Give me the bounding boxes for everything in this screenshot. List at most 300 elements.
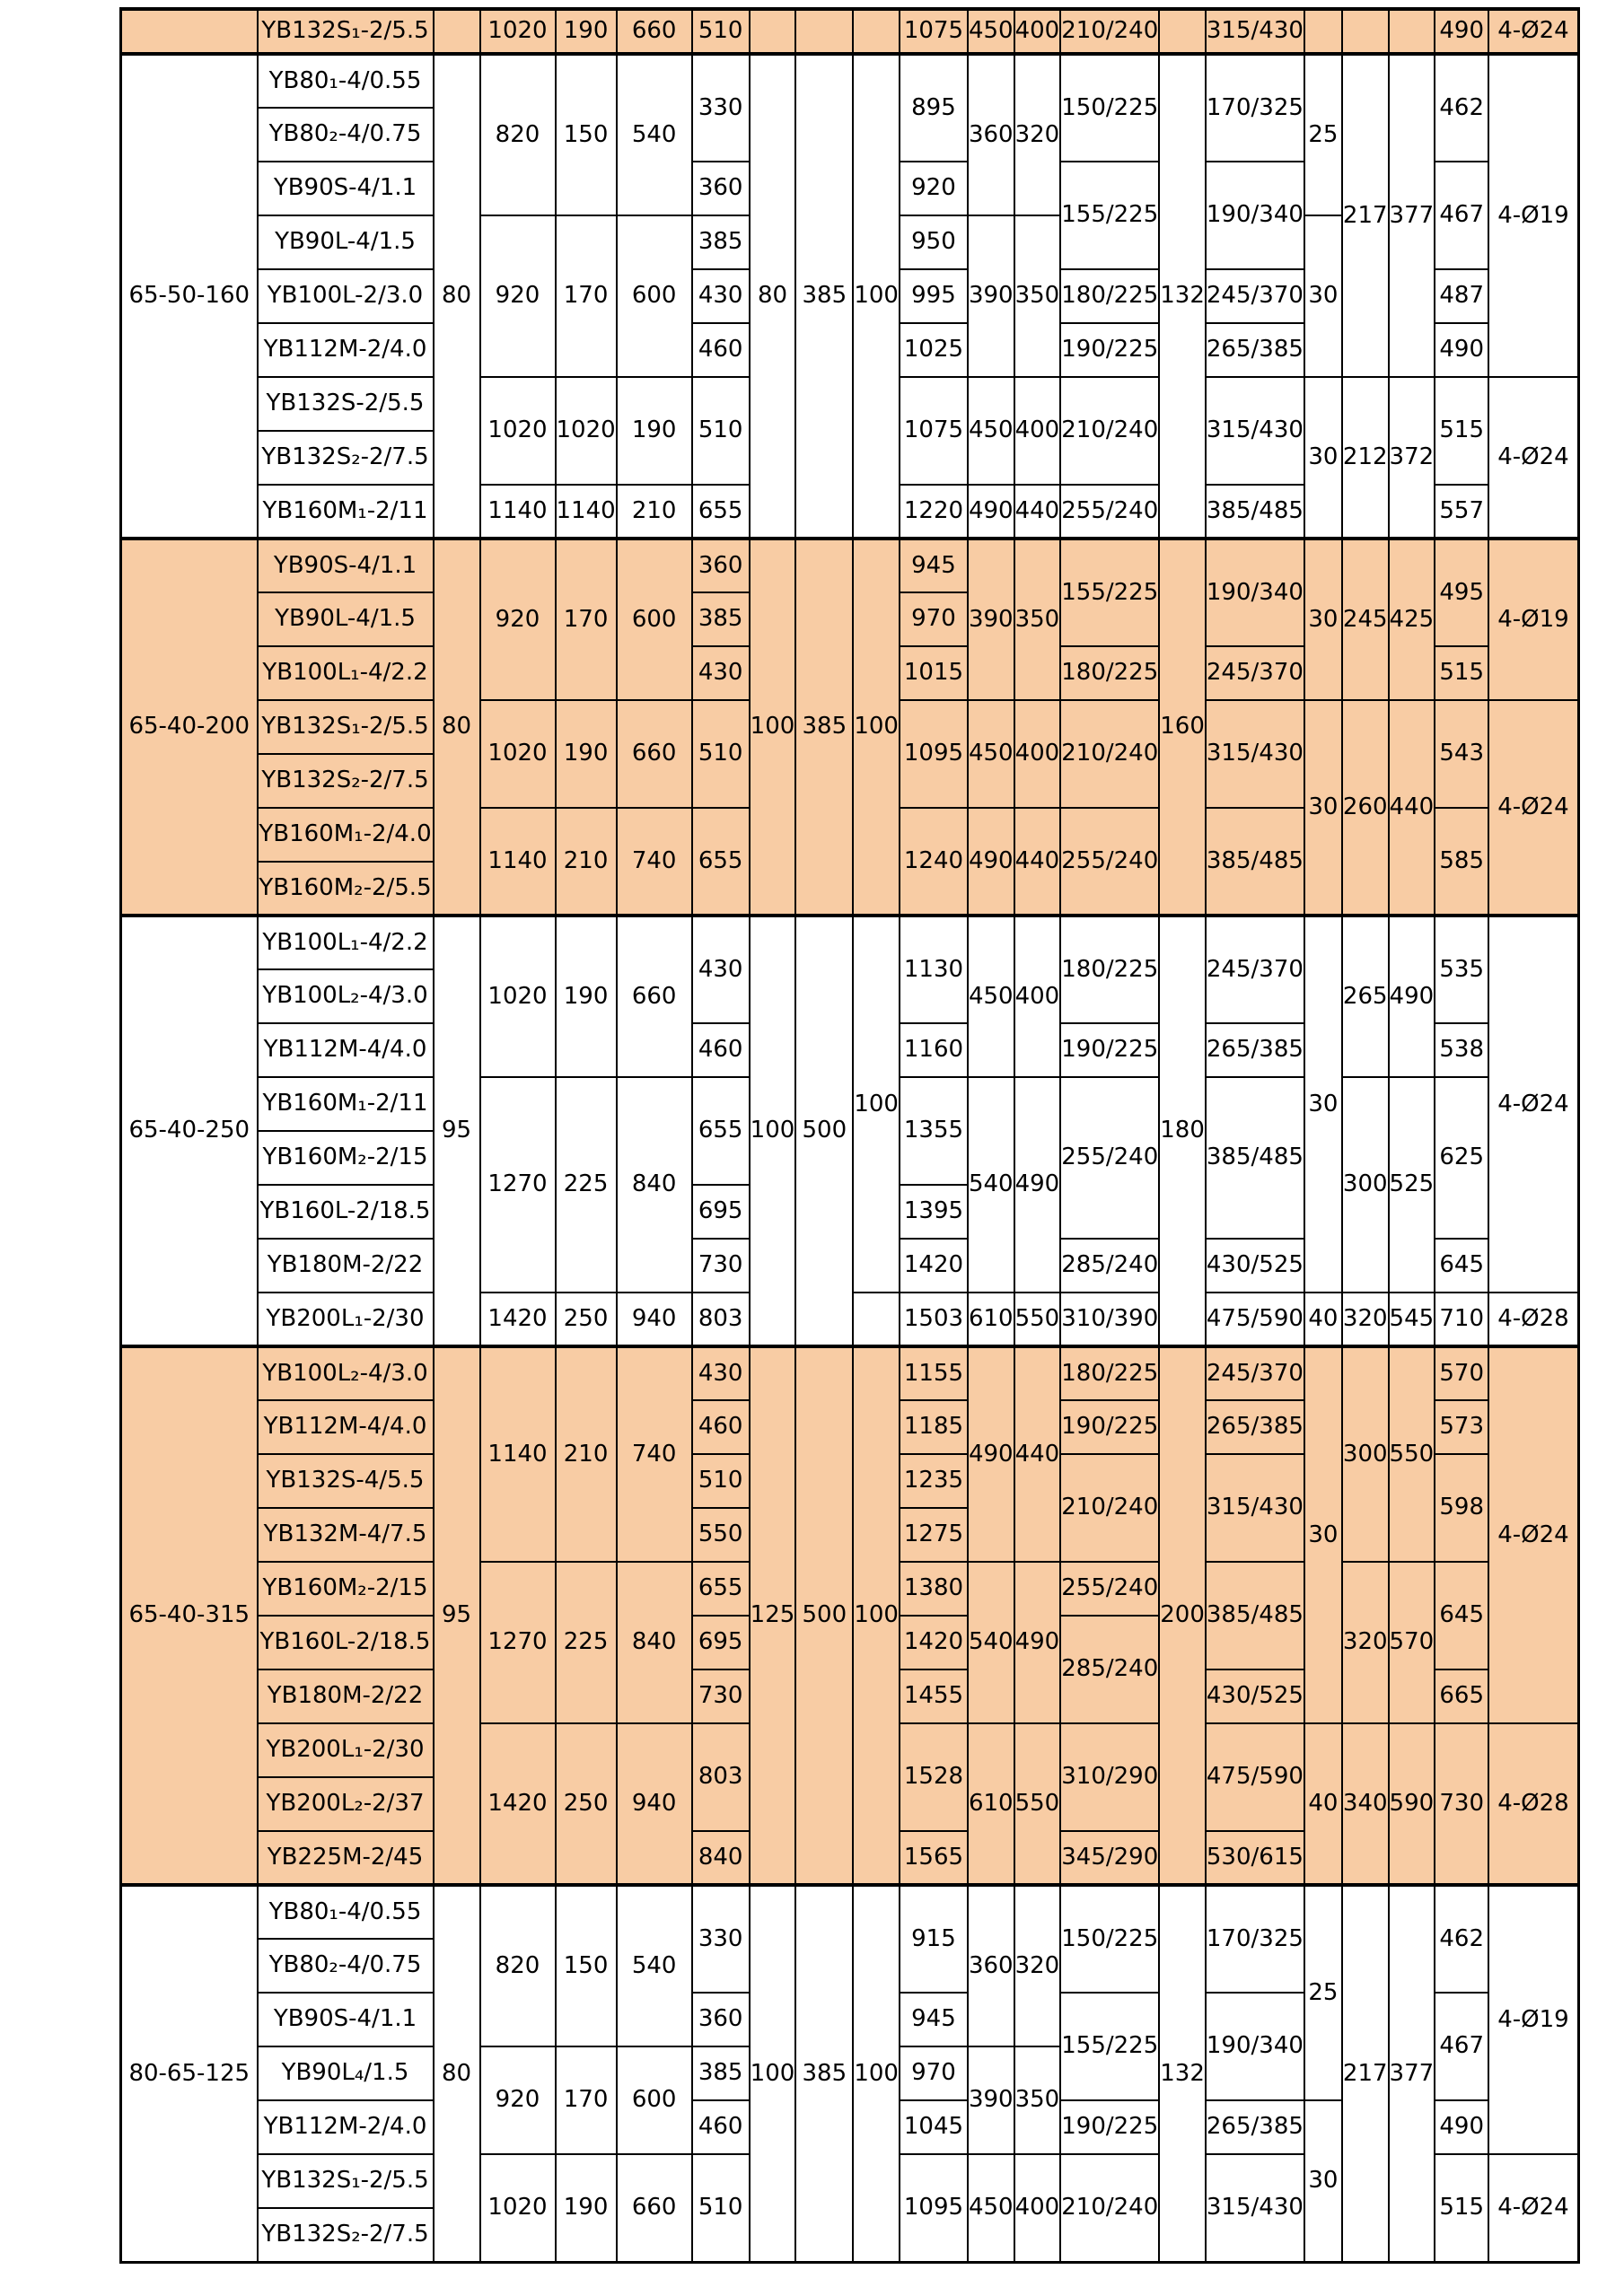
- dimension-cell: 255/240: [1060, 808, 1159, 916]
- dimension-cell: 945: [900, 1993, 968, 2046]
- dimension-cell: 265/385: [1206, 1023, 1304, 1077]
- motor-model-cell: YB200L₁-2/30: [258, 1293, 434, 1346]
- dimension-cell: 1395: [900, 1185, 968, 1239]
- dimension-cell: 490: [968, 1346, 1014, 1562]
- dimension-cell: 540: [617, 54, 692, 215]
- dimension-cell: 190/225: [1060, 1400, 1159, 1454]
- dimension-cell: 330: [692, 54, 750, 162]
- pump-model-cell: 65-40-315: [121, 1346, 258, 1885]
- dimension-cell: 1015: [900, 646, 968, 700]
- dimension-cell: 80: [434, 1885, 480, 2262]
- dimension-cell: 598: [1435, 1454, 1488, 1562]
- empty-cell: [853, 9, 900, 54]
- dimension-cell: 190: [617, 377, 692, 485]
- dimension-cell: 390: [968, 539, 1014, 700]
- dimension-cell: 385: [795, 1885, 853, 2262]
- dimension-cell: 440: [1014, 808, 1061, 916]
- dimension-cell: 425: [1389, 539, 1435, 700]
- dimension-cell: 95: [434, 916, 480, 1346]
- dimension-cell: 320: [1342, 1293, 1389, 1346]
- dimension-cell: 490: [1389, 916, 1435, 1077]
- dimension-cell: 490: [1435, 323, 1488, 377]
- motor-model-cell: YB80₁-4/0.55: [258, 54, 434, 108]
- dimension-cell: 255/240: [1060, 1562, 1159, 1616]
- dimension-cell: 95: [434, 1346, 480, 1885]
- dimension-cell: 360: [968, 1885, 1014, 2046]
- dimension-cell: 535: [1435, 916, 1488, 1023]
- bolt-spec-cell: 4-Ø19: [1488, 54, 1578, 377]
- dimension-cell: 490: [1435, 2100, 1488, 2154]
- empty-cell: [121, 9, 258, 54]
- dimension-cell: 170: [556, 539, 617, 700]
- motor-model-cell: YB112M-2/4.0: [258, 323, 434, 377]
- dimension-cell: 490: [968, 808, 1014, 916]
- dimension-cell: 550: [692, 1508, 750, 1562]
- empty-cell: [1304, 9, 1342, 54]
- dimension-cell: 530/615: [1206, 1831, 1304, 1885]
- bolt-spec-cell: 4-Ø24: [1488, 916, 1578, 1293]
- dimension-cell: 538: [1435, 1023, 1488, 1077]
- dimension-cell: 430/525: [1206, 1669, 1304, 1723]
- dimension-cell: 315/430: [1206, 700, 1304, 808]
- dimension-cell: 1503: [900, 1293, 968, 1346]
- dimension-cell: 170: [556, 215, 617, 377]
- motor-model-cell: YB132S₂-2/7.5: [258, 431, 434, 485]
- dimension-cell: 190/225: [1060, 1023, 1159, 1077]
- empty-cell: [853, 1293, 900, 1346]
- dimension-cell: 100: [853, 1346, 900, 1885]
- dimension-cell: 1020: [480, 377, 556, 485]
- dimension-cell: 385: [795, 539, 853, 916]
- dimension-cell: 1160: [900, 1023, 968, 1077]
- dimension-cell: 1270: [480, 1077, 556, 1293]
- dimension-cell: 360: [692, 539, 750, 592]
- dimension-cell: 255/240: [1060, 485, 1159, 539]
- motor-model-cell: YB132S₂-2/7.5: [258, 754, 434, 808]
- dimension-cell: 970: [900, 2046, 968, 2100]
- dimension-cell: 467: [1435, 1993, 1488, 2100]
- dimension-cell: 550: [1014, 1293, 1061, 1346]
- dimension-cell: 100: [750, 539, 796, 916]
- dimension-cell: 155/225: [1060, 162, 1159, 269]
- dimension-cell: 660: [617, 2154, 692, 2262]
- dimension-cell: 625: [1435, 1077, 1488, 1239]
- dimension-cell: 450: [968, 700, 1014, 808]
- dimension-cell: 385/485: [1206, 808, 1304, 916]
- dimension-cell: 170/325: [1206, 54, 1304, 162]
- dimension-cell: 430/525: [1206, 1239, 1304, 1293]
- dimension-cell: 1270: [480, 1562, 556, 1723]
- dimension-cell: 315/430: [1206, 1454, 1304, 1562]
- dimension-cell: 655: [692, 808, 750, 916]
- empty-cell: [1159, 9, 1206, 54]
- motor-model-cell: YB160M₁-2/4.0: [258, 808, 434, 862]
- dimension-cell: 190/340: [1206, 539, 1304, 646]
- dimension-cell: 730: [692, 1669, 750, 1723]
- dimension-cell: 1235: [900, 1454, 968, 1508]
- dimension-cell: 550: [1389, 1346, 1435, 1562]
- dimension-cell: 490: [1014, 1077, 1061, 1293]
- dimension-cell: 430: [692, 916, 750, 1023]
- dimension-cell: 543: [1435, 700, 1488, 808]
- dimension-cell: 950: [900, 215, 968, 269]
- dimension-cell: 360: [692, 162, 750, 215]
- pump-motor-dimension-table: [119, 7, 1580, 2264]
- motor-model-cell: YB100L-2/3.0: [258, 269, 434, 323]
- dimension-cell: 30: [1304, 2100, 1342, 2262]
- dimension-cell: 360: [692, 1993, 750, 2046]
- dimension-cell: 430: [692, 269, 750, 323]
- dimension-cell: 40: [1304, 1723, 1342, 1885]
- dimension-cell: 180/225: [1060, 269, 1159, 323]
- dimension-cell: 400: [1014, 9, 1061, 54]
- motor-model-cell: YB225M-2/45: [258, 1831, 434, 1885]
- dimension-cell: 1020: [556, 377, 617, 485]
- motor-model-cell: YB90S-4/1.1: [258, 539, 434, 592]
- dimension-cell: 655: [692, 1562, 750, 1616]
- dimension-cell: 320: [1342, 1562, 1389, 1723]
- dimension-cell: 610: [968, 1293, 1014, 1346]
- dimension-cell: 390: [968, 215, 1014, 377]
- dimension-cell: 570: [1435, 1346, 1488, 1400]
- motor-model-cell: YB100L₁-4/2.2: [258, 916, 434, 969]
- dimension-cell: 170/325: [1206, 1885, 1304, 1993]
- motor-model-cell: YB112M-2/4.0: [258, 2100, 434, 2154]
- dimension-cell: 660: [617, 700, 692, 808]
- dimension-cell: 320: [1014, 1885, 1061, 2046]
- dimension-cell: 210/240: [1060, 9, 1159, 54]
- dimension-cell: 360: [968, 54, 1014, 215]
- dimension-cell: 180/225: [1060, 916, 1159, 1023]
- dimension-cell: 585: [1435, 808, 1488, 916]
- dimension-cell: 210/240: [1060, 2154, 1159, 2262]
- dimension-cell: 500: [795, 1346, 853, 1885]
- dimension-cell: 385/485: [1206, 1077, 1304, 1239]
- dimension-cell: 1075: [900, 9, 968, 54]
- dimension-cell: 190/225: [1060, 323, 1159, 377]
- dimension-cell: 390: [968, 2046, 1014, 2154]
- dimension-cell: 210: [617, 485, 692, 539]
- dimension-cell: 1045: [900, 2100, 968, 2154]
- dimension-cell: 1130: [900, 916, 968, 1023]
- dimension-cell: 995: [900, 269, 968, 323]
- motor-model-cell: YB90L-4/1.5: [258, 215, 434, 269]
- dimension-cell: 1020: [480, 2154, 556, 2262]
- dimension-cell: 190/340: [1206, 1993, 1304, 2100]
- dimension-cell: 190: [556, 2154, 617, 2262]
- dimension-cell: 820: [480, 1885, 556, 2046]
- dimension-cell: 450: [968, 916, 1014, 1077]
- dimension-cell: 100: [853, 539, 900, 916]
- dimension-cell: 210/240: [1060, 377, 1159, 485]
- dimension-cell: 377: [1389, 54, 1435, 377]
- bolt-spec-cell: 4-Ø24: [1488, 700, 1578, 916]
- motor-model-cell: YB160M₂-2/15: [258, 1131, 434, 1185]
- motor-model-cell: YB160L-2/18.5: [258, 1616, 434, 1669]
- dimension-cell: 100: [750, 1885, 796, 2262]
- dimension-cell: 160: [1159, 539, 1206, 916]
- dimension-cell: 1020: [480, 700, 556, 808]
- dimension-cell: 125: [750, 1346, 796, 1885]
- dimension-cell: 245/370: [1206, 1346, 1304, 1400]
- dimension-cell: 540: [968, 1562, 1014, 1723]
- dimension-cell: 660: [617, 916, 692, 1077]
- dimension-cell: 350: [1014, 539, 1061, 700]
- empty-cell: [1342, 9, 1389, 54]
- dimension-cell: 710: [1435, 1293, 1488, 1346]
- motor-model-cell: YB132S-4/5.5: [258, 1454, 434, 1508]
- dimension-cell: 490: [1014, 1562, 1061, 1723]
- dimension-cell: 132: [1159, 1885, 1206, 2262]
- dimension-cell: 315/430: [1206, 377, 1304, 485]
- dimension-cell: 245/370: [1206, 916, 1304, 1023]
- dimension-cell: 225: [556, 1077, 617, 1293]
- dimension-cell: 250: [556, 1293, 617, 1346]
- motor-model-cell: YB132S₁-2/5.5: [258, 700, 434, 754]
- dimension-cell: 820: [480, 54, 556, 215]
- dimension-cell: 385/485: [1206, 485, 1304, 539]
- dimension-cell: 180: [1159, 916, 1206, 1346]
- bolt-spec-cell: 4-Ø28: [1488, 1723, 1578, 1885]
- dimension-cell: 385: [692, 215, 750, 269]
- dimension-cell: 1095: [900, 700, 968, 808]
- dimension-cell: 150/225: [1060, 1885, 1159, 1993]
- dimension-cell: 180/225: [1060, 646, 1159, 700]
- dimension-cell: 510: [692, 377, 750, 485]
- dimension-cell: 245/370: [1206, 269, 1304, 323]
- motor-model-cell: YB132M-4/7.5: [258, 1508, 434, 1562]
- motor-model-cell: YB132S₁-2/5.5: [258, 9, 434, 54]
- dimension-cell: 1355: [900, 1077, 968, 1185]
- dimension-cell: 40: [1304, 1293, 1342, 1346]
- dimension-cell: 467: [1435, 162, 1488, 269]
- dimension-cell: 645: [1435, 1239, 1488, 1293]
- dimension-cell: 265/385: [1206, 1400, 1304, 1454]
- dimension-cell: 245: [1342, 539, 1389, 700]
- motor-model-cell: YB160L-2/18.5: [258, 1185, 434, 1239]
- dimension-cell: 385: [795, 54, 853, 539]
- motor-model-cell: YB200L₁-2/30: [258, 1723, 434, 1777]
- dimension-cell: 400: [1014, 700, 1061, 808]
- empty-cell: [795, 9, 853, 54]
- dimension-cell: 730: [1435, 1723, 1488, 1885]
- dimension-cell: 285/240: [1060, 1239, 1159, 1293]
- motor-model-cell: YB132S₂-2/7.5: [258, 2208, 434, 2262]
- dimension-cell: 430: [692, 1346, 750, 1400]
- dimension-cell: 315/430: [1206, 2154, 1304, 2262]
- dimension-cell: 180/225: [1060, 1346, 1159, 1400]
- dimension-cell: 1020: [480, 916, 556, 1077]
- dimension-cell: 340: [1342, 1723, 1389, 1885]
- dimension-cell: 100: [750, 916, 796, 1346]
- dimension-cell: 217: [1342, 1885, 1389, 2262]
- dimension-cell: 100: [853, 916, 900, 1293]
- bolt-spec-cell: 4-Ø24: [1488, 9, 1578, 54]
- dimension-cell: 510: [692, 2154, 750, 2262]
- dimension-cell: 600: [617, 2046, 692, 2154]
- dimension-cell: 840: [692, 1831, 750, 1885]
- dimension-cell: 840: [617, 1562, 692, 1723]
- motor-model-cell: YB80₂-4/0.75: [258, 108, 434, 162]
- table-body: [121, 9, 1579, 2262]
- dimension-cell: 1140: [556, 485, 617, 539]
- motor-model-cell: YB80₂-4/0.75: [258, 1939, 434, 1993]
- dimension-cell: 1420: [480, 1723, 556, 1885]
- dimension-cell: 260: [1342, 700, 1389, 916]
- dimension-cell: 310/290: [1060, 1723, 1159, 1831]
- dimension-cell: 525: [1389, 1077, 1435, 1293]
- dimension-cell: 440: [1014, 1346, 1061, 1562]
- dimension-cell: 515: [1435, 377, 1488, 485]
- dimension-cell: 210: [556, 1346, 617, 1562]
- dimension-cell: 155/225: [1060, 1993, 1159, 2100]
- dimension-cell: 1565: [900, 1831, 968, 1885]
- motor-model-cell: YB100L₁-4/2.2: [258, 646, 434, 700]
- dimension-cell: 920: [480, 2046, 556, 2154]
- motor-model-cell: YB90L-4/1.5: [258, 592, 434, 646]
- dimension-cell: 450: [968, 377, 1014, 485]
- dimension-cell: 475/590: [1206, 1293, 1304, 1346]
- dimension-cell: 915: [900, 1885, 968, 1993]
- dimension-cell: 1140: [480, 808, 556, 916]
- dimension-cell: 1420: [480, 1293, 556, 1346]
- dimension-cell: 1020: [480, 9, 556, 54]
- motor-model-cell: YB80₁-4/0.55: [258, 1885, 434, 1939]
- pump-model-cell: 80-65-125: [121, 1885, 258, 2262]
- dimension-cell: 440: [1014, 485, 1061, 539]
- dimension-cell: 385: [692, 592, 750, 646]
- dimension-cell: 350: [1014, 2046, 1061, 2154]
- dimension-cell: 1155: [900, 1346, 968, 1400]
- dimension-cell: 540: [968, 1077, 1014, 1293]
- dimension-cell: 660: [617, 9, 692, 54]
- dimension-cell: 30: [1304, 215, 1342, 377]
- dimension-cell: 450: [968, 2154, 1014, 2262]
- pump-model-cell: 65-40-250: [121, 916, 258, 1346]
- dimension-cell: 1140: [480, 1346, 556, 1562]
- empty-cell: [750, 9, 796, 54]
- dimension-cell: 655: [692, 485, 750, 539]
- dimension-cell: 490: [968, 485, 1014, 539]
- motor-model-cell: YB90S-4/1.1: [258, 1993, 434, 2046]
- dimension-cell: 377: [1389, 1885, 1435, 2262]
- motor-model-cell: YB100L₂-4/3.0: [258, 969, 434, 1023]
- dimension-cell: 940: [617, 1723, 692, 1885]
- dimension-cell: 655: [692, 1077, 750, 1185]
- dimension-cell: 265/385: [1206, 323, 1304, 377]
- dimension-cell: 1095: [900, 2154, 968, 2262]
- dimension-cell: 80: [434, 54, 480, 539]
- dimension-cell: 600: [617, 539, 692, 700]
- empty-cell: [1389, 9, 1435, 54]
- dimension-cell: 970: [900, 592, 968, 646]
- dimension-cell: 695: [692, 1185, 750, 1239]
- dimension-cell: 210: [556, 808, 617, 916]
- bolt-spec-cell: 4-Ø24: [1488, 377, 1578, 539]
- dimension-cell: 495: [1435, 539, 1488, 646]
- dimension-cell: 440: [1389, 700, 1435, 916]
- dimension-cell: 80: [434, 539, 480, 916]
- dimension-cell: 590: [1389, 1723, 1435, 1885]
- dimension-cell: 345/290: [1060, 1831, 1159, 1885]
- dimension-cell: 320: [1014, 54, 1061, 215]
- dimension-cell: 25: [1304, 1885, 1342, 2100]
- dimension-cell: 460: [692, 1023, 750, 1077]
- dimension-cell: 895: [900, 54, 968, 162]
- dimension-cell: 803: [692, 1293, 750, 1346]
- dimension-cell: 645: [1435, 1562, 1488, 1669]
- dimension-cell: 80: [750, 54, 796, 539]
- motor-model-cell: YB90S-4/1.1: [258, 162, 434, 215]
- dimension-cell: 385: [692, 2046, 750, 2100]
- dimension-cell: 510: [692, 9, 750, 54]
- motor-model-cell: YB180M-2/22: [258, 1239, 434, 1293]
- dimension-cell: 430: [692, 646, 750, 700]
- motor-model-cell: YB132S-2/5.5: [258, 377, 434, 431]
- empty-cell: [434, 9, 480, 54]
- dimension-cell: 190/340: [1206, 162, 1304, 269]
- pump-model-cell: 65-40-200: [121, 539, 258, 916]
- dimension-cell: 1220: [900, 485, 968, 539]
- dimension-cell: 1185: [900, 1400, 968, 1454]
- dimension-cell: 550: [1014, 1723, 1061, 1885]
- dimension-cell: 570: [1389, 1562, 1435, 1723]
- dimension-cell: 1025: [900, 323, 968, 377]
- dimension-cell: 100: [853, 1885, 900, 2262]
- dimension-cell: 315/430: [1206, 9, 1304, 54]
- bolt-spec-cell: 4-Ø24: [1488, 2154, 1578, 2262]
- dimension-cell: 450: [968, 9, 1014, 54]
- dimension-cell: 132: [1159, 54, 1206, 539]
- motor-model-cell: YB90L₄/1.5: [258, 2046, 434, 2100]
- dimension-cell: 460: [692, 323, 750, 377]
- dimension-cell: 1275: [900, 1508, 968, 1562]
- dimension-cell: 500: [795, 916, 853, 1346]
- dimension-cell: 840: [617, 1077, 692, 1293]
- dimension-cell: 30: [1304, 916, 1342, 1293]
- dimension-cell: 212: [1342, 377, 1389, 539]
- dimension-cell: 30: [1304, 539, 1342, 700]
- dimension-cell: 250: [556, 1723, 617, 1885]
- bolt-spec-cell: 4-Ø28: [1488, 1293, 1578, 1346]
- bolt-spec-cell: 4-Ø24: [1488, 1346, 1578, 1723]
- dimension-cell: 510: [692, 1454, 750, 1508]
- motor-model-cell: YB200L₂-2/37: [258, 1777, 434, 1831]
- dimension-cell: 665: [1435, 1669, 1488, 1723]
- dimension-cell: 475/590: [1206, 1723, 1304, 1831]
- motor-model-cell: YB132S₁-2/5.5: [258, 2154, 434, 2208]
- dimension-cell: 695: [692, 1616, 750, 1669]
- dimension-cell: 190: [556, 916, 617, 1077]
- motor-model-cell: YB160M₁-2/11: [258, 1077, 434, 1131]
- dimension-cell: 487: [1435, 269, 1488, 323]
- dimension-cell: 740: [617, 1346, 692, 1562]
- dimension-cell: 545: [1389, 1293, 1435, 1346]
- dimension-cell: 740: [617, 808, 692, 916]
- dimension-cell: 25: [1304, 54, 1342, 215]
- dimension-cell: 920: [480, 215, 556, 377]
- dimension-cell: 610: [968, 1723, 1014, 1885]
- motor-model-cell: YB160M₁-2/11: [258, 485, 434, 539]
- dimension-cell: 190: [556, 9, 617, 54]
- dimension-cell: 200: [1159, 1346, 1206, 1885]
- dimension-cell: 920: [480, 539, 556, 700]
- dimension-cell: 540: [617, 1885, 692, 2046]
- dimension-cell: 300: [1342, 1077, 1389, 1293]
- dimension-cell: 460: [692, 1400, 750, 1454]
- dimension-cell: 1380: [900, 1562, 968, 1616]
- dimension-cell: 350: [1014, 215, 1061, 377]
